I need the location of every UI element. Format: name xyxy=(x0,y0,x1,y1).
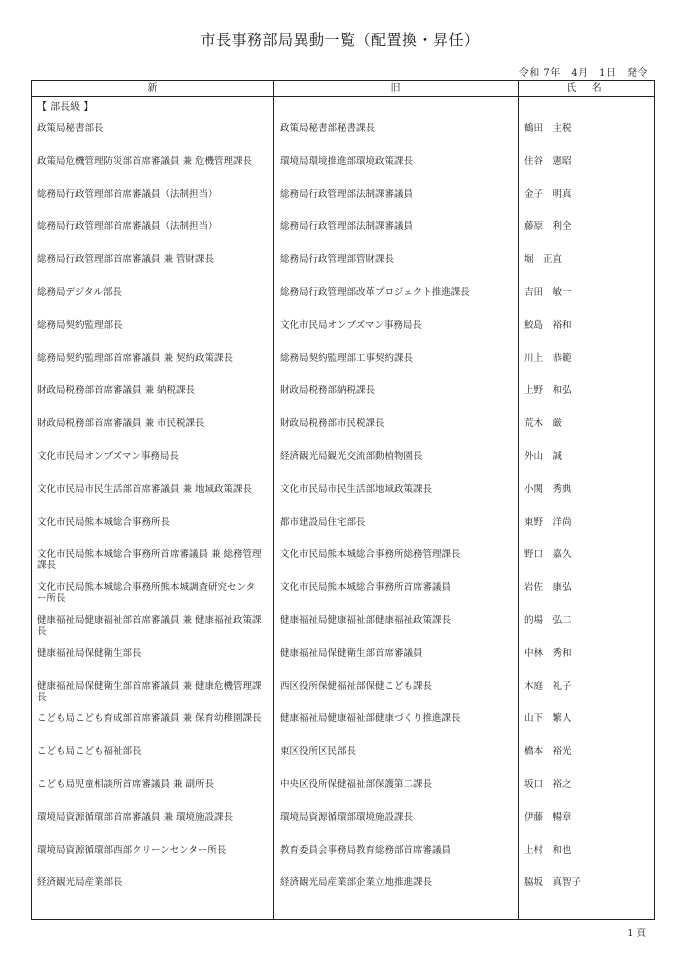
old-position: 中央区役所保健福祉部保護第二課長 xyxy=(280,779,433,790)
person-name: 藤原 利全 xyxy=(524,221,572,233)
table-row xyxy=(32,812,654,845)
old-position: 総務局行政管理部法制課審議員 xyxy=(280,188,414,200)
new-position: 環境局資源循環部西部クリーンセンター所長 xyxy=(37,844,227,856)
table-row xyxy=(32,353,654,386)
new-position: 文化市民局熊本城総合事務所熊本城調査研究センター所長 xyxy=(37,582,256,605)
new-position: 健康福祉局保健衛生部長 xyxy=(37,647,142,659)
person-name: 荒木 厳 xyxy=(524,418,563,430)
table-row xyxy=(32,156,654,189)
new-position: 政策局秘書部長 xyxy=(37,123,104,134)
person-name: 中林 秀和 xyxy=(524,647,572,659)
new-position: 文化市民局熊本城総合事務所首席審議員 兼 総務管理課長 xyxy=(37,549,262,572)
person-name: 脇坂 真智子 xyxy=(524,877,582,889)
old-position: 西区役所保健福祉部保健こども課長 xyxy=(280,680,433,692)
old-position: 文化市民局オンブズマン事務局長 xyxy=(280,319,422,331)
table-row xyxy=(32,221,654,254)
old-position: 財政局税務部市民税課長 xyxy=(280,418,385,430)
old-position: 総務局行政管理部法制課審議員 xyxy=(280,221,414,233)
old-position: 経済観光局観光交流部動植物園長 xyxy=(280,451,423,462)
new-position: 政策局危機管理防災部首席審議員 兼 危機管理課長 xyxy=(37,155,253,167)
old-position: 文化市民局熊本城総合事務所首席審議員 xyxy=(280,582,452,594)
old-position: 健康福祉局健康福祉部健康づくり推進課長 xyxy=(280,713,461,725)
new-position: 文化市民局熊本城総合事務所長 xyxy=(37,516,171,528)
header-old: 旧 xyxy=(390,83,401,94)
person-name: 岩佐 康弘 xyxy=(524,582,572,594)
table-row xyxy=(32,451,654,484)
person-name: 木庭 礼子 xyxy=(524,680,572,692)
old-position: 健康福祉局保健衛生部首席審議員 xyxy=(280,647,423,659)
old-position: 総務局契約監理部工事契約課長 xyxy=(280,352,414,364)
person-name: 山下 繁人 xyxy=(524,713,572,725)
table-row xyxy=(32,582,654,615)
table-row xyxy=(32,254,654,287)
table-row xyxy=(32,648,654,681)
person-name: 上村 和也 xyxy=(524,844,572,856)
old-position: 東区役所区民部長 xyxy=(280,746,357,758)
person-name: 金子 明真 xyxy=(524,188,572,200)
new-position: 文化市民局市民生活部首席審議員 兼 地域政策課長 xyxy=(37,483,253,495)
person-name: 住谷 憲昭 xyxy=(524,155,572,167)
table-row xyxy=(32,418,654,451)
new-position: 文化市民局オンブズマン事務局長 xyxy=(37,451,179,462)
table-row xyxy=(32,746,654,779)
person-name: 吉田 敏一 xyxy=(524,287,572,298)
page-number: 1 頁 xyxy=(627,928,646,939)
table-row xyxy=(32,713,654,746)
person-name: 的場 弘二 xyxy=(524,615,572,626)
new-position: 総務局行政管理部首席審議員（法制担当） xyxy=(37,188,218,200)
person-name: 野口 嘉久 xyxy=(524,549,572,561)
table-row xyxy=(32,484,654,517)
table-row xyxy=(32,681,654,714)
person-name: 伊藤 暢章 xyxy=(524,811,572,823)
person-name: 外山 誠 xyxy=(524,451,563,462)
new-position: こども局児童相談所首席審議員 兼 副所長 xyxy=(37,779,215,790)
old-position: 経済観光局産業部企業立地推進課長 xyxy=(280,877,433,889)
table-row xyxy=(32,287,654,320)
new-position: 総務局行政管理部首席審議員 兼 管財課長 xyxy=(37,254,215,266)
table-row xyxy=(32,615,654,648)
new-position: 経済観光局産業部長 xyxy=(37,877,123,889)
old-position: 財政局税務部納税課長 xyxy=(280,385,376,397)
table-row xyxy=(32,517,654,550)
new-position: 総務局行政管理部首席審議員（法制担当） xyxy=(37,221,218,233)
new-position: こども局こども福祉部長 xyxy=(37,746,142,758)
person-name: 上野 和弘 xyxy=(524,385,572,397)
old-position: 文化市民局熊本城総合事務所総務管理課長 xyxy=(280,549,461,561)
table-row xyxy=(32,779,654,812)
old-position: 総務局行政管理部改革プロジェクト推進課長 xyxy=(280,287,470,298)
person-name: 川上 恭範 xyxy=(524,352,572,364)
header-divider xyxy=(32,96,654,97)
table-row xyxy=(32,877,654,910)
personnel-table xyxy=(31,80,655,920)
document-title: 市長事務部局異動一覧（配置換・昇任） xyxy=(200,31,480,49)
table-row xyxy=(32,123,654,156)
person-name: 鶴田 主税 xyxy=(524,123,572,134)
old-position: 総務局行政管理部管財課長 xyxy=(280,254,395,266)
new-position: 財政局税務部首席審議員 兼 納税課長 xyxy=(37,385,196,397)
new-position: 総務局契約監理部長 xyxy=(37,319,123,331)
table-row xyxy=(32,385,654,418)
old-position: 教育委員会事務局教育総務部首席審議員 xyxy=(280,844,452,856)
person-name: 鮫島 裕和 xyxy=(524,319,572,331)
table-row xyxy=(32,845,654,878)
new-position: こども局こども育成部首席審議員 兼 保育幼稚園課長 xyxy=(37,713,262,725)
section-label: 【 部長級 】 xyxy=(37,102,94,113)
old-position: 文化市民局市民生活部地域政策課長 xyxy=(280,483,433,495)
new-position: 総務局契約監理部首席審議員 兼 契約政策課長 xyxy=(37,352,234,364)
new-position: 財政局税務部首席審議員 兼 市民税課長 xyxy=(37,418,205,430)
old-position: 政策局秘書部秘書課長 xyxy=(280,123,376,134)
header-new: 新 xyxy=(147,83,158,94)
new-position: 健康福祉局保健衛生部首席審議員 兼 健康危機管理課長 xyxy=(37,680,262,703)
person-name: 橋本 裕光 xyxy=(524,746,572,758)
new-position: 環境局資源循環部首席審議員 兼 環境施設課長 xyxy=(37,811,234,823)
old-position: 環境局資源循環部環境施設課長 xyxy=(280,811,414,823)
old-position: 環境局環境推進部環境政策課長 xyxy=(280,155,414,167)
new-position: 健康福祉局健康福祉部首席審議員 兼 健康福祉政策課長 xyxy=(37,615,262,637)
person-name: 小関 秀典 xyxy=(524,483,572,495)
table-row xyxy=(32,189,654,222)
header-name: 氏 名 xyxy=(566,83,608,94)
new-position: 総務局デジタル部長 xyxy=(37,287,122,298)
table-row xyxy=(32,320,654,353)
old-position: 健康福祉局健康福祉部健康福祉政策課長 xyxy=(280,615,452,626)
old-position: 都市建設局住宅部長 xyxy=(280,516,366,528)
person-name: 坂口 裕之 xyxy=(524,779,572,790)
person-name: 堀 正直 xyxy=(524,254,563,266)
person-name: 東野 洋尚 xyxy=(524,516,572,528)
issue-date: 令和 7年 4月 1日 発令 xyxy=(518,68,648,79)
table-row xyxy=(32,549,654,582)
